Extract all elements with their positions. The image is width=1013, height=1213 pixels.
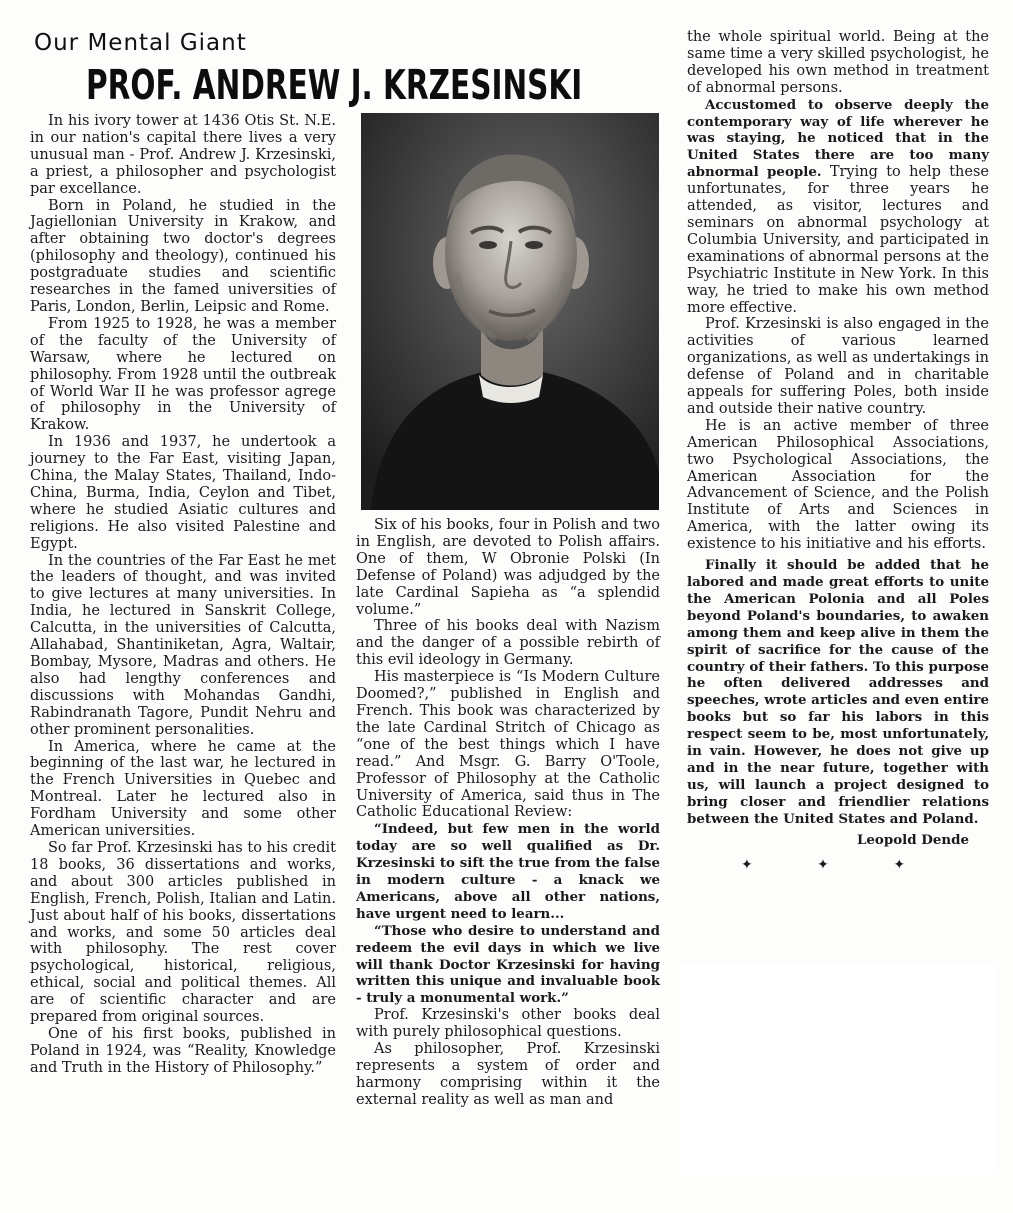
- paragraph: [687, 97, 989, 317]
- blank-area: [680, 965, 998, 1175]
- author-signature: Leopold Dende: [856, 831, 969, 848]
- paragraph: Six of his books, four in Polish and two in English, are devoted to Polish affairs. One of them, W Obronie Polski (In Defense of Poland) was adjudged by the late Cardinal Sapieha as “a splendid volume.”: [356, 517, 660, 618]
- ornament: ✦ ✦ ✦: [740, 856, 936, 873]
- paragraph: the whole spiritual world. Being at the same time a very skilled psychologist, he developed his own method in treatment of abnormal persons.: [687, 29, 989, 96]
- paragraph: In his ivory tower at 1436 Otis St. N.E. in our nation's capital there lives a very unusual man - Prof. Andrew J. Krzesinski, a priest, a philosopher and psychologist par excellance.: [30, 113, 336, 197]
- paragraph: So far Prof. Krzesinski has to his credit 18 books, 36 dissertations and works, and about 300 articles published in English, French, Polish, Italian and Latin. Just about half of his books, dissertations and works, and some 50 articles deal with philosophy. The rest cover psychological, historical, religious, ethical, social and political themes. All are of scientific character and are prepared from original sources.: [30, 839, 336, 1026]
- paragraph: Born in Poland, he studied in the Jagiellonian University in Krakow, and after obtaining two doctor's degrees (philosophy and theology), continued his postgraduate studies and scientific researches in the famed universities of Paris, London, Berlin, Leipsic and Rome.: [30, 197, 336, 315]
- paragraph: Three of his books deal with Nazism and the danger of a possible rebirth of this evil ideology in Germany.: [356, 618, 660, 669]
- paragraph: In America, where he came at the beginning of the last war, he lectured in the French Universities in Quebec and Montreal. Later he lectured also in Fordham University and some other American universities.: [30, 738, 336, 840]
- paragraph: He is an active member of three American Philosophical Associations, two Psychological Associations, the American Association for the Advancement of Science, and the Polish Institute of Arts and Sciences in America, with the latter owing its existence to his initiative and his efforts.: [687, 417, 989, 553]
- paragraph: One of his first books, published in Poland in 1924, was “Reality, Knowledge and Truth in the History of Philosophy.”: [30, 1025, 336, 1076]
- paragraph: As philosopher, Prof. Krzesinski represents a system of order and harmony comprising within it the external reality as well as man and: [356, 1041, 660, 1108]
- paragraph: Prof. Krzesinski is also engaged in the activities of various learned organizations, as well as undertakings in defense of Poland and in charitable appeals for suffering Poles, both inside and outside their native country.: [687, 316, 989, 417]
- paragraph-text: Trying to help these unfortunates, for three years he attended, as visitor, lectures and seminars on abnormal psychology at Columbia University, and participated in examinations of abnormal persons at the Psychiatric Institute in New York. In this way, he tried to make his own method more effective.: [687, 164, 989, 316]
- paragraph: From 1925 to 1928, he was a member of the faculty of the University of Warsaw, where he lectured on philosophy. From 1928 until the outbreak of World War II he was professor agrege of philosophy in the University of Krakow.: [30, 315, 336, 434]
- closing-paragraph: Finally it should be added that he labored and made great efforts to unite the American Polonia and all Poles beyond Poland's boundaries, to awaken among them and keep alive in them the spirit of sacrifice for the cause of the country of their fathers. To this purpose he often delivered addresses and speeches, wrote articles and even entire books but so far his labors in this respect seem to be, most unfortunately, in vain. However, he does not give up and in the near future, together with us, will launch a project designed to bring closer and friendlier relations between the United States and Poland.: [687, 557, 989, 827]
- portrait-photo: [361, 113, 659, 510]
- headline: PROF. ANDREW J. KRZESINSKI: [86, 61, 583, 109]
- portrait-illustration: [361, 113, 659, 510]
- paragraph: In the countries of the Far East he met the leaders of thought, and was invited to give lectures at many universities. In India, he lectured in Sanskrit College, Calcutta, in the universities of Calcutta, Allahabad, Shantiniketan, Agra, Waltair, Bombay, Mysore, Madras and others. He also had lengthy conferences and discussions with Mohandas Gandhi, Rabindranath Tagore, Pundit Nehru and other prominent personalities.: [30, 552, 336, 738]
- column-3: [687, 29, 989, 873]
- paragraph: Prof. Krzesinski's other books deal with purely philosophical questions.: [356, 1007, 660, 1041]
- paragraph: In 1936 and 1937, he undertook a journey to the Far East, visiting Japan, China, the Malay States, Thailand, Indo-China, Burma, India, Ceylon and Tibet, where he studied Asiatic cultures and religions. He also visited Palestine and Egypt.: [30, 434, 336, 552]
- column-1: [30, 113, 336, 1077]
- paragraph: His masterpiece is “Is Modern Culture Doomed?,” published in English and French. This book was characterized by the late Cardinal Stritch of Chicago as “one of the best things which I have read.” And Msgr. G. Barry O'Toole, Professor of Philosophy at the Catholic University of America, said thus in The Catholic Educational Review:: [356, 669, 660, 821]
- column-2: [356, 517, 660, 1109]
- quote: “Those who desire to understand and redeem the evil days in which we live will thank Doctor Krzesinski for having written this unique and invaluable book - truly a monumental work.”: [356, 922, 660, 1007]
- bold-lead: Accustomed to observe deeply the contemporary way of life wherever he was staying, he noticed that in the United States there are too many abnormal people.: [687, 96, 989, 181]
- kicker: Our Mental Giant: [34, 30, 247, 56]
- quote: “Indeed, but few men in the world today are so well qualified as Dr. Krzesinski to sift the true from the false in modern culture - a knack we Americans, above all other nations, have urgent need to learn...: [356, 821, 660, 922]
